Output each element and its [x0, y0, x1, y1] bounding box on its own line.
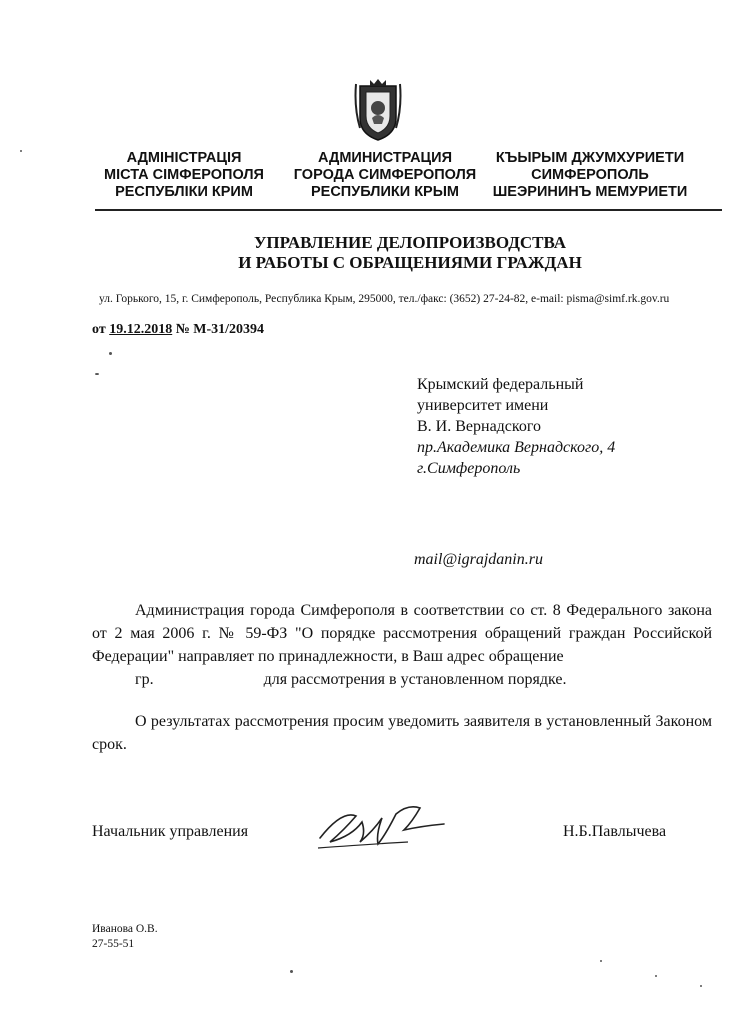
p1-line-2: закона от 2 мая 2006 г. № 59-ФЗ "О порядке рассмотрения обращений граждан — [92, 602, 713, 642]
header-russian — [282, 150, 488, 201]
department-line-2: И РАБОТЫ С ОБРАЩЕНИЯМИ ГРАЖДАН — [238, 253, 582, 272]
header-left-line-1: АДМІНІСТРАЦІЯ — [126, 150, 242, 166]
header-divider — [95, 209, 722, 211]
recipient-block — [417, 374, 615, 479]
header-right-line-1: КЪЫРЫМ ДЖУМХУРИЕТИ — [495, 150, 685, 166]
scan-speck — [700, 985, 702, 987]
p1-last-line — [92, 668, 712, 691]
header-middle-line-2: ГОРОДА СИМФЕРОПОЛЯ — [293, 167, 477, 183]
document-prefix: от — [92, 322, 106, 337]
contact-address: ул. Горького, 15, г. Симферополь, Республика Крым, 295000, тел./факс: (3652) 27-24-82, e-mail: pisma@simf.rk.gov.ru — [99, 293, 670, 305]
handwritten-signature — [312, 800, 452, 854]
signatory-title: Начальник управления — [92, 823, 249, 840]
recipient-city: г.Симферополь — [417, 460, 521, 477]
recipient-line-2: университет имени — [417, 397, 549, 414]
document-number-sign: № — [175, 322, 190, 337]
signatory-name: Н.Б.Павлычева — [563, 823, 667, 840]
header-middle-line-1: АДМИНИСТРАЦИЯ — [317, 150, 452, 166]
document-number-value: М-31/20394 — [193, 322, 265, 337]
scan-speck — [600, 960, 602, 962]
header-right-line-2: СИМФЕРОПОЛЬ — [531, 167, 649, 183]
recipient-street: пр.Академика Вернадского, 4 — [417, 439, 616, 456]
scan-speck — [20, 150, 22, 152]
recipient-email: mail@igrajdanin.ru — [414, 551, 543, 568]
p1-last-suffix: для рассмотрения в установленном порядке. — [263, 671, 567, 688]
department-title — [160, 233, 660, 273]
document-number — [92, 322, 264, 338]
scan-speck — [109, 352, 112, 355]
header-left-line-3: РЕСПУБЛІКИ КРИМ — [115, 184, 253, 200]
recipient-line-3: В. И. Вернадского — [417, 418, 542, 435]
p1-line-1: Администрация города Симферополя в соответствии со ст. 8 Федерального — [135, 602, 663, 619]
coat-of-arms-icon — [352, 78, 404, 144]
header-crimean-tatar — [484, 150, 696, 201]
executor-phone: 27-55-51 — [92, 938, 135, 950]
p1-last-prefix: гр. — [135, 671, 154, 688]
recipient-line-1: Крымский федеральный — [417, 376, 584, 393]
header-left-line-2: МІСТА СІМФЕРОПОЛЯ — [104, 167, 264, 183]
header-middle-line-3: РЕСПУБЛИКИ КРЫМ — [310, 184, 459, 200]
department-line-1: УПРАВЛЕНИЕ ДЕЛОПРОИЗВОДСТВА — [253, 233, 567, 252]
executor-name: Иванова О.В. — [92, 923, 158, 935]
document-date: 19.12.2018 — [109, 322, 173, 337]
body-paragraph-2: О результатах рассмотрения просим уведомить заявителя в установленный Законом срок. — [92, 713, 712, 753]
scan-speck — [290, 970, 293, 973]
body-paragraph-1 — [92, 599, 712, 691]
scan-speck — [95, 373, 99, 375]
scan-speck — [655, 975, 657, 977]
header-right-line-3: ШЕЭРИНИНЪ МЕМУРИЕТИ — [492, 184, 688, 200]
p1-line-3: Российской Федерации" направляет по принадлежности, в Ваш адрес обращение — [92, 625, 713, 665]
header-ukrainian — [84, 150, 284, 201]
executor-info — [92, 922, 158, 952]
